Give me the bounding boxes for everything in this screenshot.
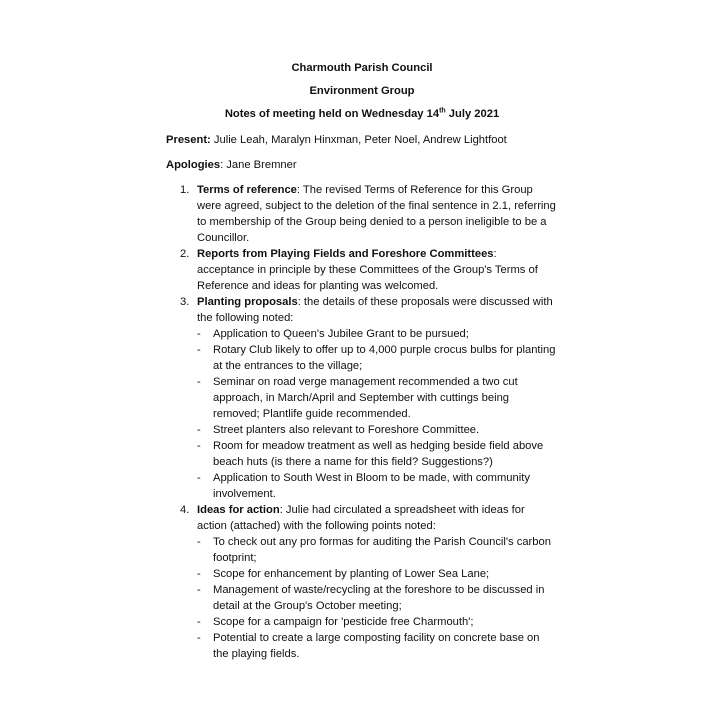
meeting-title (166, 106, 558, 122)
agenda-subitem-text: Scope for a campaign for 'pesticide free Charmouth'; (213, 616, 474, 628)
agenda-subitem-text: Scope for enhancement by planting of Lower Sea Lane; (213, 568, 490, 580)
agenda-subitem (197, 534, 556, 566)
agenda-subitem-text: Room for meadow treatment as well as hedging beside field above beach huts (is there a name for this field? Suggestions?) (213, 440, 544, 468)
apologies-names: : Jane Bremner (220, 159, 297, 171)
agenda-item-heading: Planting proposals (197, 296, 298, 308)
agenda-item (166, 502, 556, 662)
agenda-item-text: : the details of these proposals were discussed with the following noted: (197, 296, 553, 324)
org-title: Charmouth Parish Council (291, 62, 433, 74)
agenda-subitem-text: Management of waste/recycling at the foreshore to be discussed in detail at the Group's October meeting; (213, 584, 545, 612)
agenda-item-text: : Julie had circulated a spreadsheet with ideas for action (attached) with the following points noted: (197, 504, 525, 532)
dash-bullet: - (197, 344, 201, 356)
dash-bullet: - (197, 440, 201, 452)
agenda-subitem (197, 566, 556, 582)
dash-bullet: - (197, 568, 201, 580)
agenda-item (166, 294, 556, 502)
agenda-subitem (197, 470, 556, 502)
dash-bullet: - (197, 472, 201, 484)
agenda-subitem-text: Seminar on road verge management recommended a two cut approach, in March/April and September with cuttings being removed; Plantlife guide recommended. (213, 376, 518, 420)
agenda-subitem-text: Potential to create a large composting facility on concrete base on the playing fields. (213, 632, 540, 660)
agenda-item-number: 4. (180, 504, 190, 516)
meeting-title-suffix: July 2021 (445, 108, 500, 120)
agenda-subitem-text: Application to Queen's Jubilee Grant to be pursued; (213, 328, 469, 340)
agenda-subitem (197, 422, 556, 438)
agenda-subitem (197, 374, 556, 422)
agenda-subitem-text: Rotary Club likely to offer up to 4,000 purple crocus bulbs for planting at the entrances to the village; (213, 344, 556, 372)
meeting-title-prefix: Notes of meeting held on Wednesday 14 (224, 108, 440, 120)
agenda-subitem (197, 342, 556, 374)
agenda-subitem (197, 582, 556, 614)
apologies-line (166, 157, 720, 173)
dash-bullet: - (197, 616, 201, 628)
agenda-subitem (197, 326, 556, 342)
agenda-item-number: 1. (180, 184, 190, 196)
agenda-item-text: : acceptance in principle by these Committees of the Group's Terms of Reference and ideas for planting was welcomed. (197, 248, 538, 292)
group-title: Environment Group (309, 85, 415, 97)
agenda-item (166, 182, 556, 246)
dash-bullet: - (197, 424, 201, 436)
agenda-item-number: 2. (180, 248, 190, 260)
dash-bullet: - (197, 328, 201, 340)
dash-bullet: - (197, 376, 201, 388)
agenda-list (166, 182, 556, 662)
agenda-subitem (197, 614, 556, 630)
agenda-subitem-text: To check out any pro formas for auditing the Parish Council's carbon footprint; (213, 536, 551, 564)
agenda-item-heading: Terms of reference (197, 184, 297, 196)
dash-bullet: - (197, 632, 201, 644)
agenda-item-number: 3. (180, 296, 190, 308)
agenda-subitem-list (197, 326, 556, 502)
agenda-subitem (197, 438, 556, 470)
agenda-item-text: : The revised Terms of Reference for this Group were agreed, subject to the deletion of the final sentence in 2.1, referring to membership of the Group being denied to a person ineligible to be a Councillor. (197, 184, 556, 244)
agenda-subitem-text: Application to South West in Bloom to be made, with community involvement. (213, 472, 530, 500)
present-label: Present: (166, 134, 211, 146)
agenda-subitem-list (197, 534, 556, 662)
agenda-item-heading: Ideas for action (197, 504, 280, 516)
present-names: Julie Leah, Maralyn Hinxman, Peter Noel, Andrew Lightfoot (210, 134, 507, 146)
apologies-label: Apologies (166, 159, 221, 171)
meeting-date-suffix: th (439, 107, 446, 115)
agenda-item (166, 246, 556, 294)
dash-bullet: - (197, 584, 201, 596)
dash-bullet: - (197, 536, 201, 548)
agenda-item-heading: Reports from Playing Fields and Foreshore Committees (197, 248, 494, 260)
agenda-subitem-text: Street planters also relevant to Foreshore Committee. (213, 424, 480, 436)
agenda-subitem (197, 630, 556, 662)
present-line (166, 132, 720, 148)
